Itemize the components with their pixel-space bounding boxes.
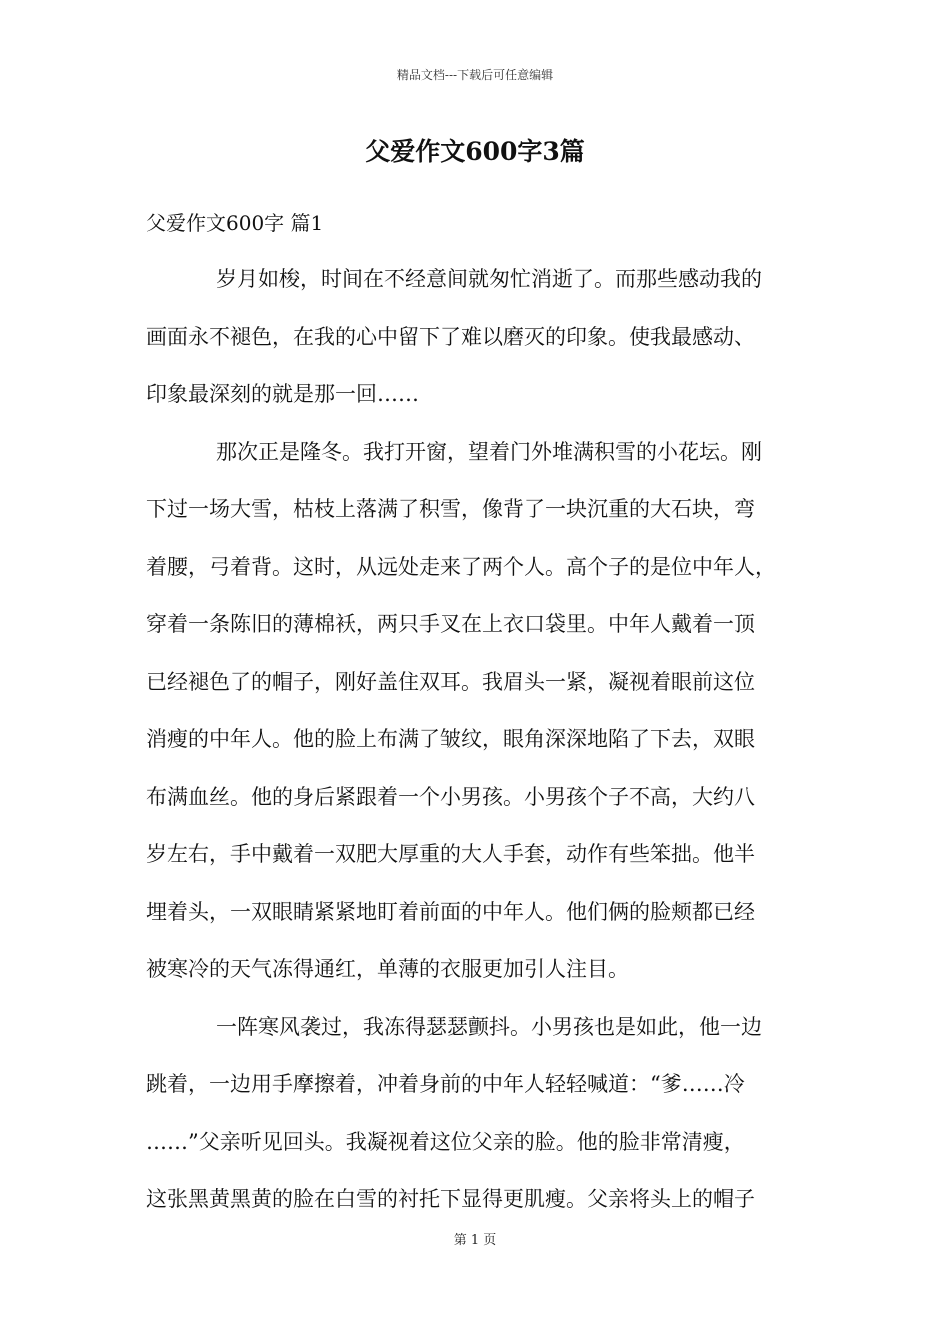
- paragraph-line: 已经褪色了的帽子，刚好盖住双耳。我眉头一紧，凝视着眼前这位: [146, 669, 755, 694]
- page-number: 第 1 页: [453, 1233, 497, 1248]
- document-title: 父爱作文600字3篇: [365, 137, 585, 166]
- paragraph-line: 下过一场大雪，枯枝上落满了积雪，像背了一块沉重的大石块，弯: [146, 497, 755, 521]
- paragraph-line: 布满血丝。他的身后紧跟着一个小男孩。小男孩个子不高，大约八: [146, 784, 755, 809]
- paragraph-line: 穿着一条陈旧的薄棉袄，两只手叉在上衣口袋里。中年人戴着一顶: [146, 612, 755, 636]
- paragraph-line: 跳着，一边用手摩擦着，冲着身前的中年人轻轻喊道：“爹……冷: [146, 1072, 745, 1096]
- paragraph-line: 一阵寒风袭过，我冻得瑟瑟颤抖。小男孩也是如此，他一边: [216, 1014, 762, 1039]
- paragraph-line: 这张黑黄黑黄的脸在白雪的衬托下显得更肌瘦。父亲将头上的帽子: [146, 1187, 755, 1211]
- paragraph-line: ……”父亲听见回头。我凝视着这位父亲的脸。他的脸非常清瘦，: [146, 1129, 745, 1154]
- paragraph-line: 岁左右，手中戴着一双肥大厚重的大人手套，动作有些笨拙。他半: [146, 842, 755, 866]
- paragraph-line: 被寒冷的天气冻得通红，单薄的衣服更加引人注目。: [146, 957, 629, 981]
- paragraph-line: 埋着头，一双眼睛紧紧地盯着前面的中年人。他们俩的脸颊都已经: [146, 899, 755, 924]
- paragraph-line: 印象最深刻的就是那一回……: [146, 382, 419, 406]
- page-header: 精品文档---下载后可任意编辑: [396, 68, 554, 82]
- paragraph-line: 着腰，弓着背。这时，从远处走来了两个人。高个子的是位中年人，: [146, 554, 776, 579]
- paragraph-line: 那次正是隆冬。我打开窗，望着门外堆满积雪的小花坛。刚: [216, 439, 762, 464]
- paragraph-line: 岁月如梭，时间在不经意间就匆忙消逝了。而那些感动我的: [216, 267, 762, 291]
- paragraph-line: 画面永不褪色，在我的心中留下了难以磨灭的印象。使我最感动、: [146, 324, 755, 349]
- section-heading: 父爱作文600字 篇1: [146, 211, 324, 235]
- body-text: [146, 260, 826, 1238]
- paragraph-line: 消瘦的中年人。他的脸上布满了皱纹，眼角深深地陷了下去，双眼: [146, 727, 755, 751]
